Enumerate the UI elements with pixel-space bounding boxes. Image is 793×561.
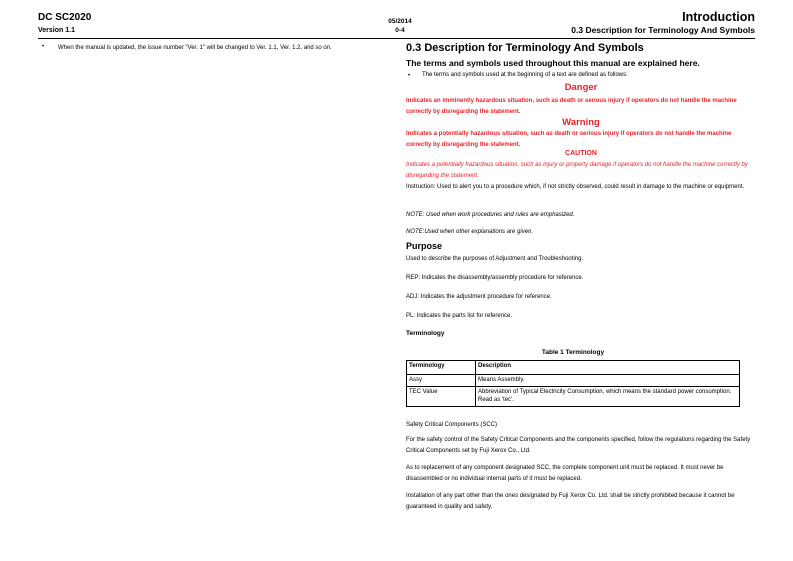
table-row: [407, 375, 740, 387]
scc-paragraph: As to replacement of any component designated SCC, the complete component unit must be replaced. It must never be disassembled or no individual internal parts of it must be replaced.: [406, 465, 724, 482]
purpose-heading: Purpose: [406, 241, 443, 251]
terms-intro: The terms and symbols used at the beginning of a text are defined as follows:: [422, 72, 628, 78]
scc-heading: Safety Critical Components (SCC): [406, 422, 498, 428]
note-emphasis: NOTE: Used when work procedures and rules are emphasized.: [406, 212, 575, 218]
bullet-icon: •: [408, 73, 411, 79]
doc-version: Version 1.1: [38, 27, 75, 34]
caution-text: Indicates a potentially hazardous situation, such as injury or property damage if operators do not handle the machine correctly by disregarding the statement.: [406, 162, 748, 179]
table-header-row: [407, 361, 740, 375]
doc-title: DC SC2020: [38, 12, 92, 23]
table-header-cell: Description: [476, 361, 740, 375]
table-caption: Table 1 Terminology: [541, 349, 605, 356]
danger-heading: Danger: [564, 82, 598, 93]
pl-text: PL: Indicates the parts list for reference.: [406, 313, 513, 319]
note-explanation: NOTE:Used when other explanations are given.: [406, 229, 534, 235]
purpose-text: Used to describe the purposes of Adjustment and Troubleshooting.: [406, 256, 584, 262]
chapter-title: Introduction: [682, 10, 755, 24]
rep-text: REP: Indicates the disassembly/assembly procedure for reference.: [406, 275, 584, 281]
table-cell: Means Assembly.: [476, 375, 740, 387]
update-note: When the manual is updated, the issue number "Ver. 1" will be changed to Ver. 1.1, Ver. 1.2, and so on.: [58, 45, 332, 51]
table-cell: TEC Value: [407, 386, 476, 406]
adj-text: ADJ: Indicates the adjustment procedure for reference.: [406, 294, 552, 300]
scc-paragraph: For the safety control of the Safety Critical Components and the components specified, follow the regulations regarding the Safety Critical Components set by Fuji Xerox Co., Ltd.: [406, 437, 751, 454]
section-lead: The terms and symbols used throughout this manual are explained here.: [406, 58, 700, 68]
section-title-header: 0.3 Description for Terminology And Symbols: [571, 25, 755, 35]
doc-date: 05/2014: [388, 18, 412, 25]
scc-paragraph: Installation of any part other than the ones designated by Fuji Xerox Co. Ltd. shall be strictly prohibited because it cannot be guaranteed in quality and safety.: [406, 493, 735, 510]
table-header-cell: Terminology: [407, 361, 476, 375]
caution-heading: CAUTION: [565, 150, 597, 157]
warning-heading: Warning: [562, 117, 600, 128]
bullet-icon: •: [42, 44, 45, 50]
page-number: 0-4: [395, 27, 405, 34]
warning-text: Indicates a potentially hazardous situation, such as death or serious injury if operators do not handle the machine correctly by disregarding the statement.: [406, 131, 732, 148]
danger-text: Indicates an imminently hazardous situation, such as death or serious injury if operators do not handle the machine correctly by disregarding the statement.: [406, 98, 737, 115]
table-cell: Assy: [407, 375, 476, 387]
section-heading: 0.3 Description for Terminology And Symbols: [406, 42, 644, 54]
terminology-table: [406, 360, 740, 407]
terminology-heading: Terminology: [406, 330, 445, 337]
instruction-text: Instruction: Used to alert you to a procedure which, if not strictly observed, could result in damage to the machine or equipment.: [406, 184, 745, 190]
table-cell: Abbreviation of Typical Electricity Consumption, which means the standard power consumption. Read as 'tec'.: [476, 386, 740, 406]
table-row: [407, 386, 740, 406]
header-rule: [38, 38, 755, 39]
